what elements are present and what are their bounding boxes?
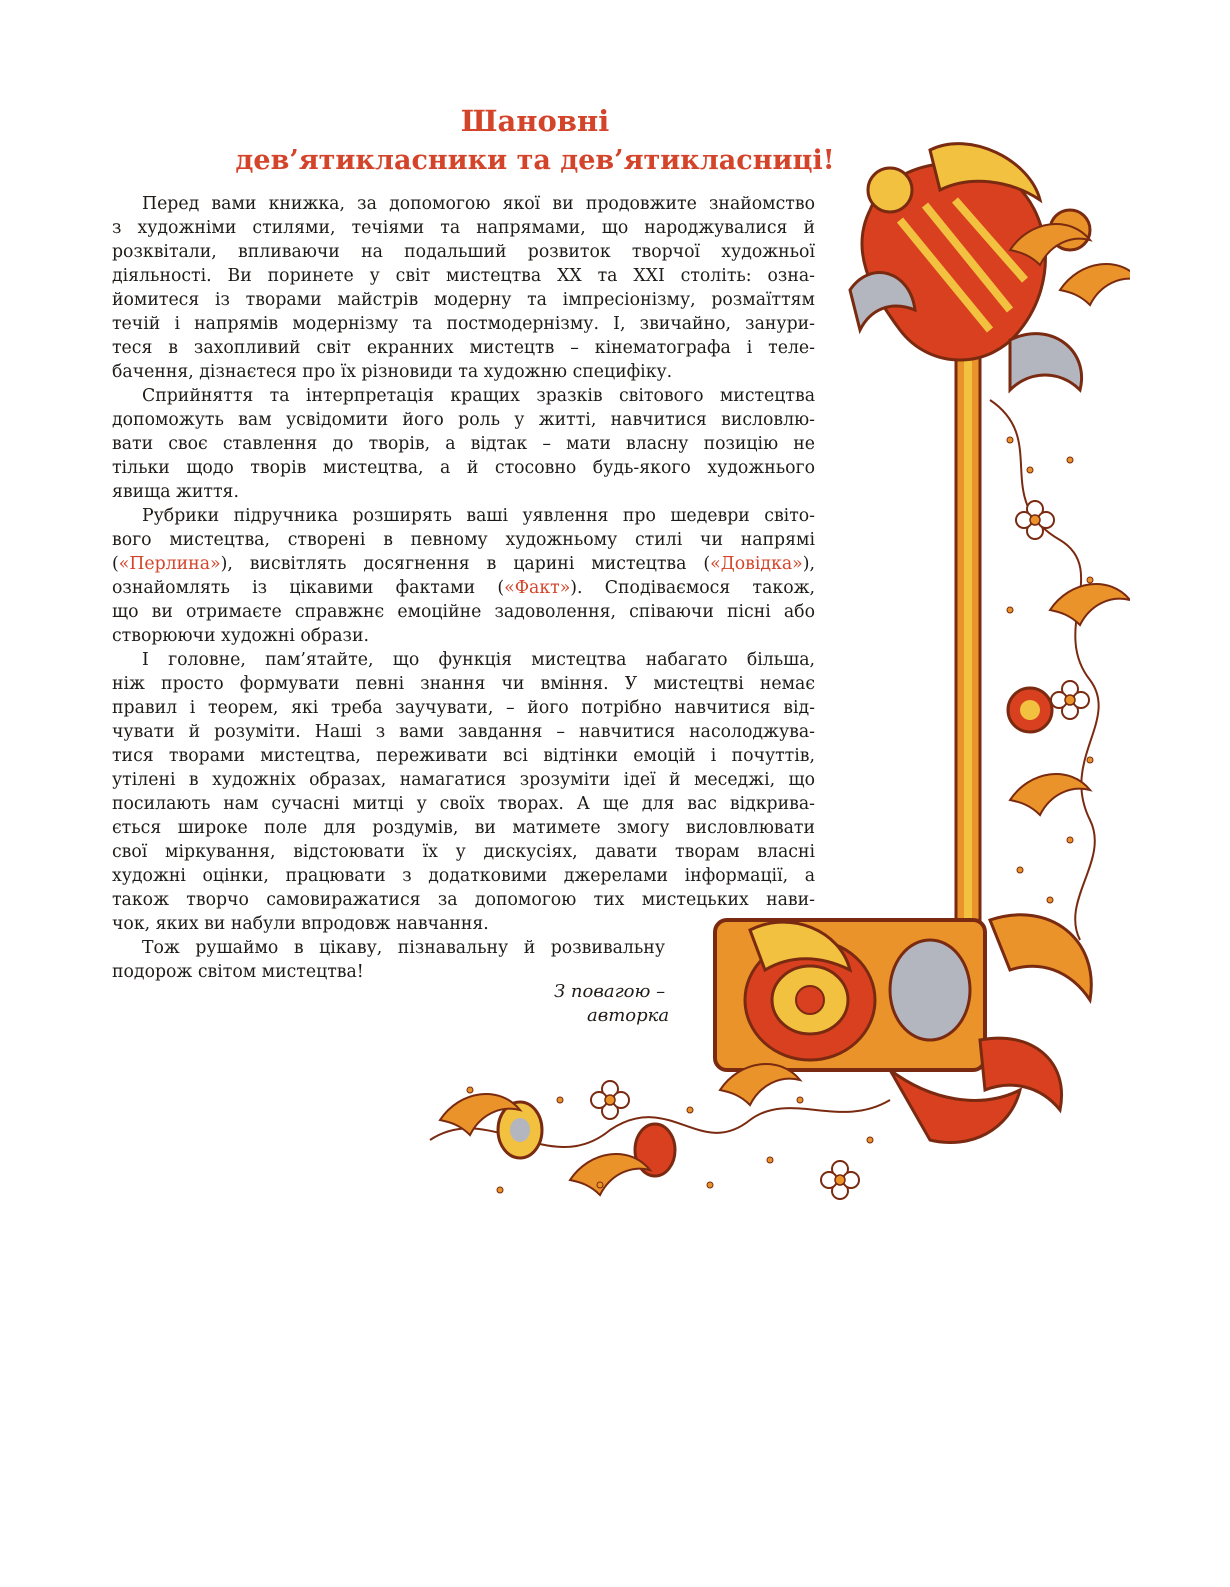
text-line: вати своє ставлення до творів, а відтак – мати власну позицію не bbox=[112, 434, 815, 454]
text-line: утілені в художніх образах, намагатися зрозуміти ідеї й меседжі, що bbox=[112, 770, 815, 790]
text-line: що ви отримаєте справжнє емоційне задоволення, співаючи пісні або bbox=[112, 602, 815, 622]
text-line: правил і теорем, які треба заучувати, – його потрібно навчитися від- bbox=[112, 698, 815, 718]
text-line: допоможуть вам усвідомити його роль у житті, навчитися висловлю- bbox=[112, 410, 815, 430]
text-line: Перед вами книжка, за допомогою якої ви продовжите знайомство bbox=[142, 194, 815, 214]
text-line: чок, яких ви набули впродовж навчання. bbox=[112, 914, 489, 934]
text-line: бачення, дізнаєтеся про їх різновиди та художню специфіку. bbox=[112, 362, 673, 382]
text-line: Рубрики підручника розширять ваші уявлення про шедеври світо- bbox=[142, 506, 815, 526]
rubric-name: «Довідка» bbox=[710, 554, 803, 574]
signature-author: авторка bbox=[587, 1005, 670, 1026]
text-line: діяльності. Ви поринете у світ мистецтва XX та XXI століть: озна- bbox=[112, 266, 815, 286]
text-line: течій і напрямів модернізму та постмодернізму. І, звичайно, занури- bbox=[112, 314, 815, 334]
text-line: тися творами мистецтва, переживати всі відтінки емоцій і почуттів, bbox=[112, 746, 815, 766]
rubric-name: «Факт» bbox=[504, 578, 571, 598]
text-line: тільки щодо творів мистецтва, а й стосовно будь-якого художнього bbox=[112, 458, 815, 478]
text-line: свої міркування, відстоювати їх у дискусіях, давати творам власні bbox=[112, 842, 815, 862]
text-line: І головне, пам’ятайте, що функція мистецтва набагато більша, bbox=[142, 650, 815, 670]
text-line: («Перлина»), висвітлять досягнення в царині мистецтва («Довідка»), bbox=[112, 554, 815, 574]
text-line: йомитеся із творами майстрів модерну та імпресіонізму, розмаїттям bbox=[112, 290, 815, 310]
signature-greeting: З повагою – bbox=[554, 981, 666, 1002]
text-line: художні оцінки, працювати з додатковими джерелами інформації, а bbox=[112, 866, 815, 886]
rubric-name: «Перлина» bbox=[118, 554, 221, 574]
text-line: ознайомлять із цікавими фактами («Факт»). Сподіваємося також, bbox=[112, 578, 815, 598]
greeting-subtitle: дев’ятикласники та дев’ятикласниці! bbox=[235, 145, 835, 176]
text-line: теся в захопливий світ екранних мистецтв – кінематографа і теле- bbox=[112, 338, 815, 358]
text-line: чувати й розуміти. Наші з вами завдання – навчитися насолоджува- bbox=[112, 722, 815, 742]
text-line: створюючи художні образи. bbox=[112, 626, 369, 646]
text-line: Тож рушаймо в цікаву, пізнавальну й розвивальну bbox=[142, 938, 665, 958]
text-line: ється широке поле для роздумів, ви матимете змогу висловлювати bbox=[112, 818, 815, 838]
text-line: посилають нам сучасні митці у своїх творах. А ще для вас відкрива- bbox=[112, 794, 815, 814]
text-line: вого мистецтва, створені в певному художньому стилі чи напрямі bbox=[112, 530, 815, 550]
text-line: подорож світом мистецтва! bbox=[112, 962, 364, 982]
text-line: розквітали, впливаючи на подальший розвиток творчої художньої bbox=[112, 242, 815, 262]
text-line: з художніми стилями, течіями та напрямами, що народжувалися й bbox=[112, 218, 815, 238]
text-line: явища життя. bbox=[112, 482, 239, 502]
text-line: Сприйняття та інтерпретація кращих зразків світового мистецтва bbox=[142, 386, 815, 406]
text-line: ніж просто формувати певні знання чи вміння. У мистецтві немає bbox=[112, 674, 815, 694]
text-line: також творчо самовиражатися за допомогою тих мистецьких нави- bbox=[112, 890, 815, 910]
greeting-title: Шановні bbox=[460, 104, 610, 138]
